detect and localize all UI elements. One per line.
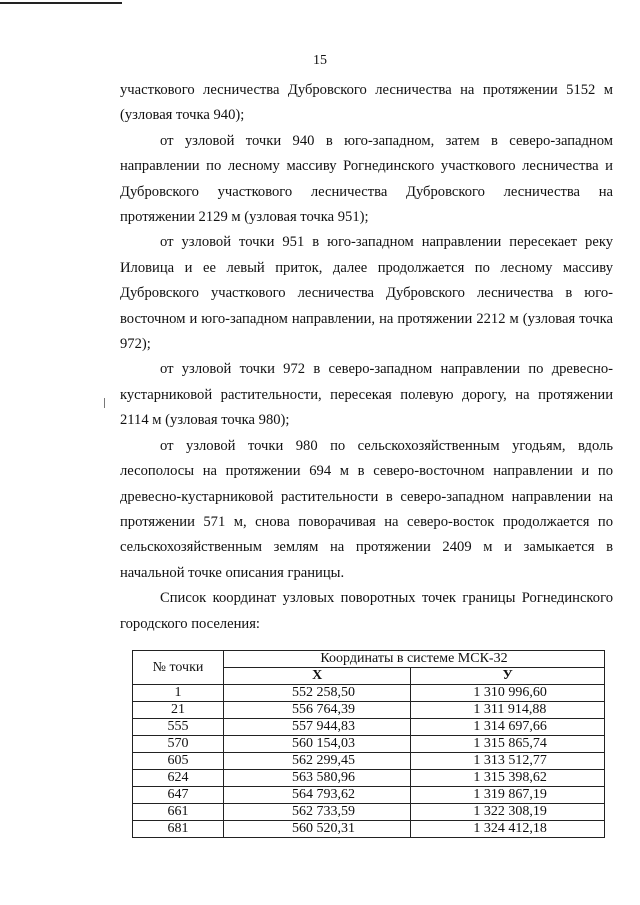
- paragraph-940: от узловой точки 940 в юго-западном, затем в северо-западном направлении по лесному массиву Рогнединского участкового лесничества и Дубровского участкового лесничества Дубровского лесничества на протяжении 2129 м (узловая точка 951);: [120, 132, 613, 226]
- table-row: [133, 719, 605, 736]
- y-coordinate-cell: 1 324 412,18: [411, 821, 605, 838]
- y-coordinate-cell: 1 313 512,77: [411, 753, 605, 770]
- paragraph-coordinates-intro: Список координат узловых поворотных точек границы Рогнединского городского поселения:: [120, 590, 613, 632]
- x-coordinate-cell: 552 258,50: [224, 685, 411, 702]
- y-coordinate-cell: 1 314 697,66: [411, 719, 605, 736]
- table-row: [133, 685, 605, 702]
- y-coordinate-cell: 1 319 867,19: [411, 787, 605, 804]
- paragraph-972: от узловой точки 972 в северо-западном направлении по древесно-кустарниковой растительности, пересекая полевую дорогу, на протяжении 2114 м (узловая точка 980);: [120, 361, 613, 429]
- y-coordinate-cell: 1 310 996,60: [411, 685, 605, 702]
- point-number-cell: 570: [133, 736, 224, 753]
- y-coordinate-cell: 1 311 914,88: [411, 702, 605, 719]
- top-rule: [0, 2, 122, 4]
- table-row: [133, 787, 605, 804]
- point-number-cell: 681: [133, 821, 224, 838]
- point-number-cell: 661: [133, 804, 224, 821]
- point-number-cell: 555: [133, 719, 224, 736]
- y-coordinate-cell: 1 315 398,62: [411, 770, 605, 787]
- x-coordinate-cell: 562 299,45: [224, 753, 411, 770]
- page-number: 15: [313, 53, 327, 68]
- paragraph-951: от узловой точки 951 в юго-западном направлении пересекает реку Иловица и ее левый приток, далее продолжается по лесному массиву Дубровского участкового лесничества Дубровского лесничества в юго-восточном и юго-западном направлении, на протяжении 2212 м (узловая точка 972);: [120, 234, 613, 353]
- x-coordinate-cell: 564 793,62: [224, 787, 411, 804]
- point-number-header: № точки: [133, 651, 224, 685]
- point-number-cell: 605: [133, 753, 224, 770]
- table-row: [133, 821, 605, 838]
- point-number-cell: 1: [133, 685, 224, 702]
- y-coordinate-cell: 1 322 308,19: [411, 804, 605, 821]
- coordinate-system-header: Координаты в системе МСК-32: [224, 651, 605, 668]
- point-number-cell: 21: [133, 702, 224, 719]
- coordinates-table: [132, 650, 605, 838]
- y-header: У: [411, 668, 605, 685]
- paragraph-980: от узловой точки 980 по сельскохозяйственным угодьям, вдоль лесополосы на протяжении 694 м в северо-восточном направлении и по древесно-кустарниковой растительности в северо-западном направлении на протяжении 571 м, снова поворачивая на северо-восток продолжается по сельскохозяйственным землям на протяжении 2409 м и замыкается в начальной точке описания границы.: [120, 437, 613, 581]
- paragraph-continuation: участкового лесничества Дубровского лесничества на протяжении 5152 м (узловая точка 940);: [120, 82, 613, 124]
- document-body: [120, 78, 613, 637]
- x-coordinate-cell: 563 580,96: [224, 770, 411, 787]
- table-row: [133, 702, 605, 719]
- point-number-cell: 647: [133, 787, 224, 804]
- x-coordinate-cell: 562 733,59: [224, 804, 411, 821]
- table-row: [133, 804, 605, 821]
- y-coordinate-cell: 1 315 865,74: [411, 736, 605, 753]
- x-header: Х: [224, 668, 411, 685]
- margin-mark: [104, 398, 105, 408]
- x-coordinate-cell: 560 154,03: [224, 736, 411, 753]
- table-body: [133, 685, 605, 838]
- table-row: [133, 736, 605, 753]
- table-row: [133, 753, 605, 770]
- point-number-cell: 624: [133, 770, 224, 787]
- x-coordinate-cell: 560 520,31: [224, 821, 411, 838]
- x-coordinate-cell: 556 764,39: [224, 702, 411, 719]
- table-header-row: [133, 651, 605, 668]
- x-coordinate-cell: 557 944,83: [224, 719, 411, 736]
- table-row: [133, 770, 605, 787]
